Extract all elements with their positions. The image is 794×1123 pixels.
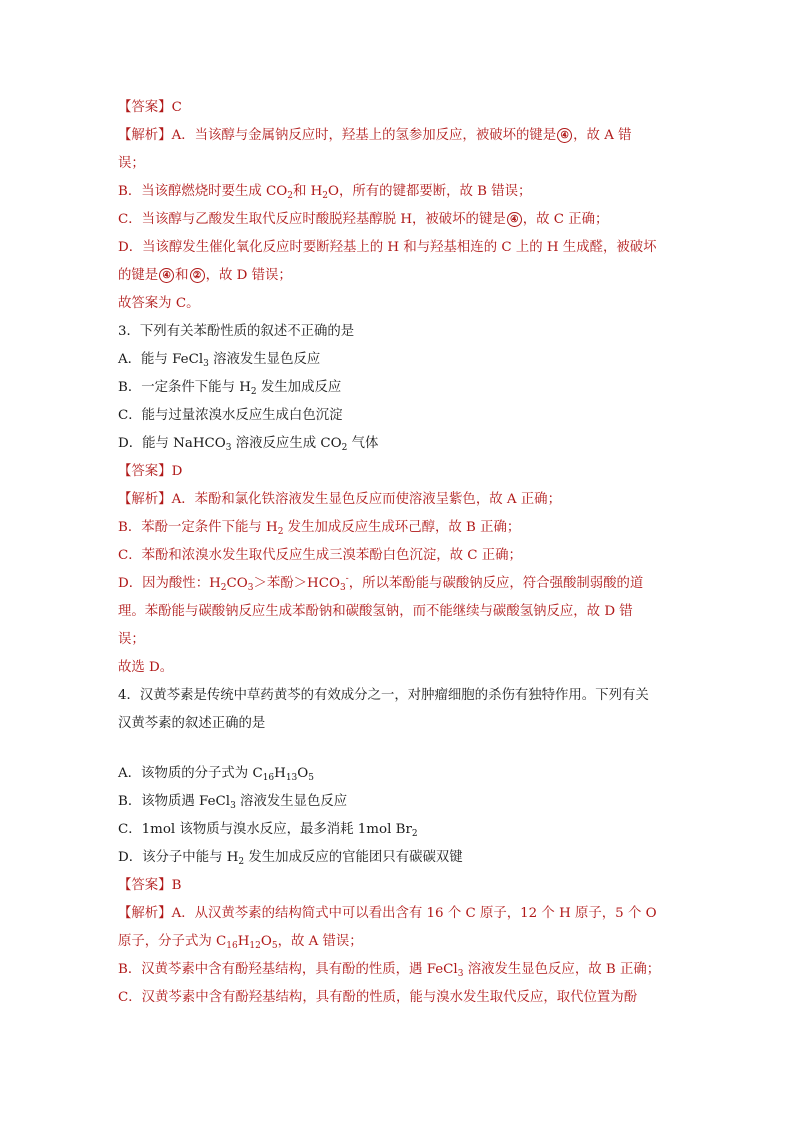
circled-number-4: ④ [507,212,522,227]
question-4-option-b: B．该物质遇 FeCl$_3$ 溶液发生显色反应 [118,794,348,811]
answer-value: D [171,464,183,479]
question-4-option-c: C．1mol 该物质与溴水反应，最多消耗 1mol $Br_2$ [118,822,418,839]
question-4-option-a: A．该物质的分子式为 $C_{16}H_{13}O_5$ [118,766,314,783]
explanation-q3-d: D．因为酸性：$H_2CO_3>$苯酚$>HCO_3^-$，所以苯酚能与碳酸钠反应，符合强酸制弱酸的道 [118,574,644,593]
question-3-option-b: B．一定条件下能与 $H_2$ 发生加成反应 [118,380,342,397]
explanation-q3-b: B．苯酚一定条件下能与 $H_2$ 发生加成反应生成环己醇，故 B 正确； [118,520,521,537]
explanation-q4-a-cont: 原子，分子式为 $C_{16}H_{12}O_5$，故 A 错误； [118,934,363,951]
explanation-tag: 【解析】 [118,128,172,143]
answer-tag: 【答案】 [118,100,172,115]
explanation-q2-b: B．当该醇燃烧时要生成 $CO_2$和 $H_2O$，所有的键都要断，故 B 错误； [118,184,532,201]
explanation-q2-c: C．当该醇与乙酸发生取代反应时酸脱羟基醇脱 H，被破坏的键是 ④ ，故 C 正确； [118,212,609,227]
answer-value: C [171,100,182,115]
question-3-option-c: C．能与过量浓溴水反应生成白色沉淀 [118,408,343,423]
explanation-q2-final: 故答案为 C。 [118,296,200,311]
circled-number-2: ② [190,268,205,283]
explanation-q2-a-cont: 误； [118,156,145,171]
answer-tag: 【答案】 [118,464,172,479]
explanation-q2-d-cont: 的键是 ④ 和 ② ，故 D 错误； [118,268,292,283]
answer-tag: 【答案】 [118,878,172,893]
question-3-option-d: D．能与 NaHCO$_3$ 溶液反应生成 $CO_2$ 气体 [118,436,379,453]
explanation-q3-final: 故选 D。 [118,660,174,675]
answer-value: B [171,878,182,893]
explanation-tag: 【解析】 [118,906,172,921]
answer-q3 [118,460,182,479]
question-4-option-d: D．该分子中能与 $H_2$ 发生加成反应的官能团只有碳碳双键 [118,850,463,867]
explanation-q2-a: 【解析】A．当该醇与金属钠反应时，羟基上的氢参加反应，被破坏的键是 ④ ，故 A 错 [118,128,632,143]
question-3-option-a: A．能与 FeCl$_3$ 溶液发生显色反应 [118,352,321,369]
question-4-stem-cont: 汉黄芩素的叙述正确的是 [118,716,266,731]
question-4-stem: 4．汉黄芩素是传统中草药黄芩的有效成分之一，对肿瘤细胞的杀伤有独特作用。下列有关 [118,688,649,703]
explanation-q3-c: C．苯酚和浓溴水发生取代反应生成三溴苯酚白色沉淀，故 C 正确； [118,548,522,563]
circled-number-4: ④ [557,128,572,143]
explanation-q4-c: C．汉黄芩素中含有酚羟基结构，具有酚的性质，能与溴水发生取代反应，取代位置为酚 [118,990,638,1005]
answer-q4 [118,874,181,893]
explanation-q3-d-cont2: 误； [118,632,145,647]
explanation-q2-d: D．当该醇发生催化氧化反应时要断羟基上的 H 和与羟基相连的 C 上的 H 生成醛，被破坏 [118,240,657,255]
explanation-q4-b: B．汉黄芩素中含有酚羟基结构，具有酚的性质，遇 FeCl$_3$ 溶液发生显色反应，故 B 正确； [118,962,661,979]
question-3-stem: 3．下列有关苯酚性质的叙述不正确的是 [118,324,355,339]
explanation-q3-d-cont: 理。苯酚能与碳酸钠反应生成苯酚钠和碳酸氢钠，而不能继续与碳酸氢钠反应，故 D 错 [118,604,633,619]
answer-q2 [118,96,182,115]
explanation-tag: 【解析】 [118,492,172,507]
circled-number-4: ④ [159,268,174,283]
explanation-q4-a: 【解析】A．从汉黄芩素的结构简式中可以看出含有 16 个 C 原子，12 个 H 原子，5 个 O [118,906,657,921]
explanation-q3-a: 【解析】A．苯酚和氯化铁溶液发生显色反应而使溶液呈紫色，故 A 正确； [118,492,561,507]
